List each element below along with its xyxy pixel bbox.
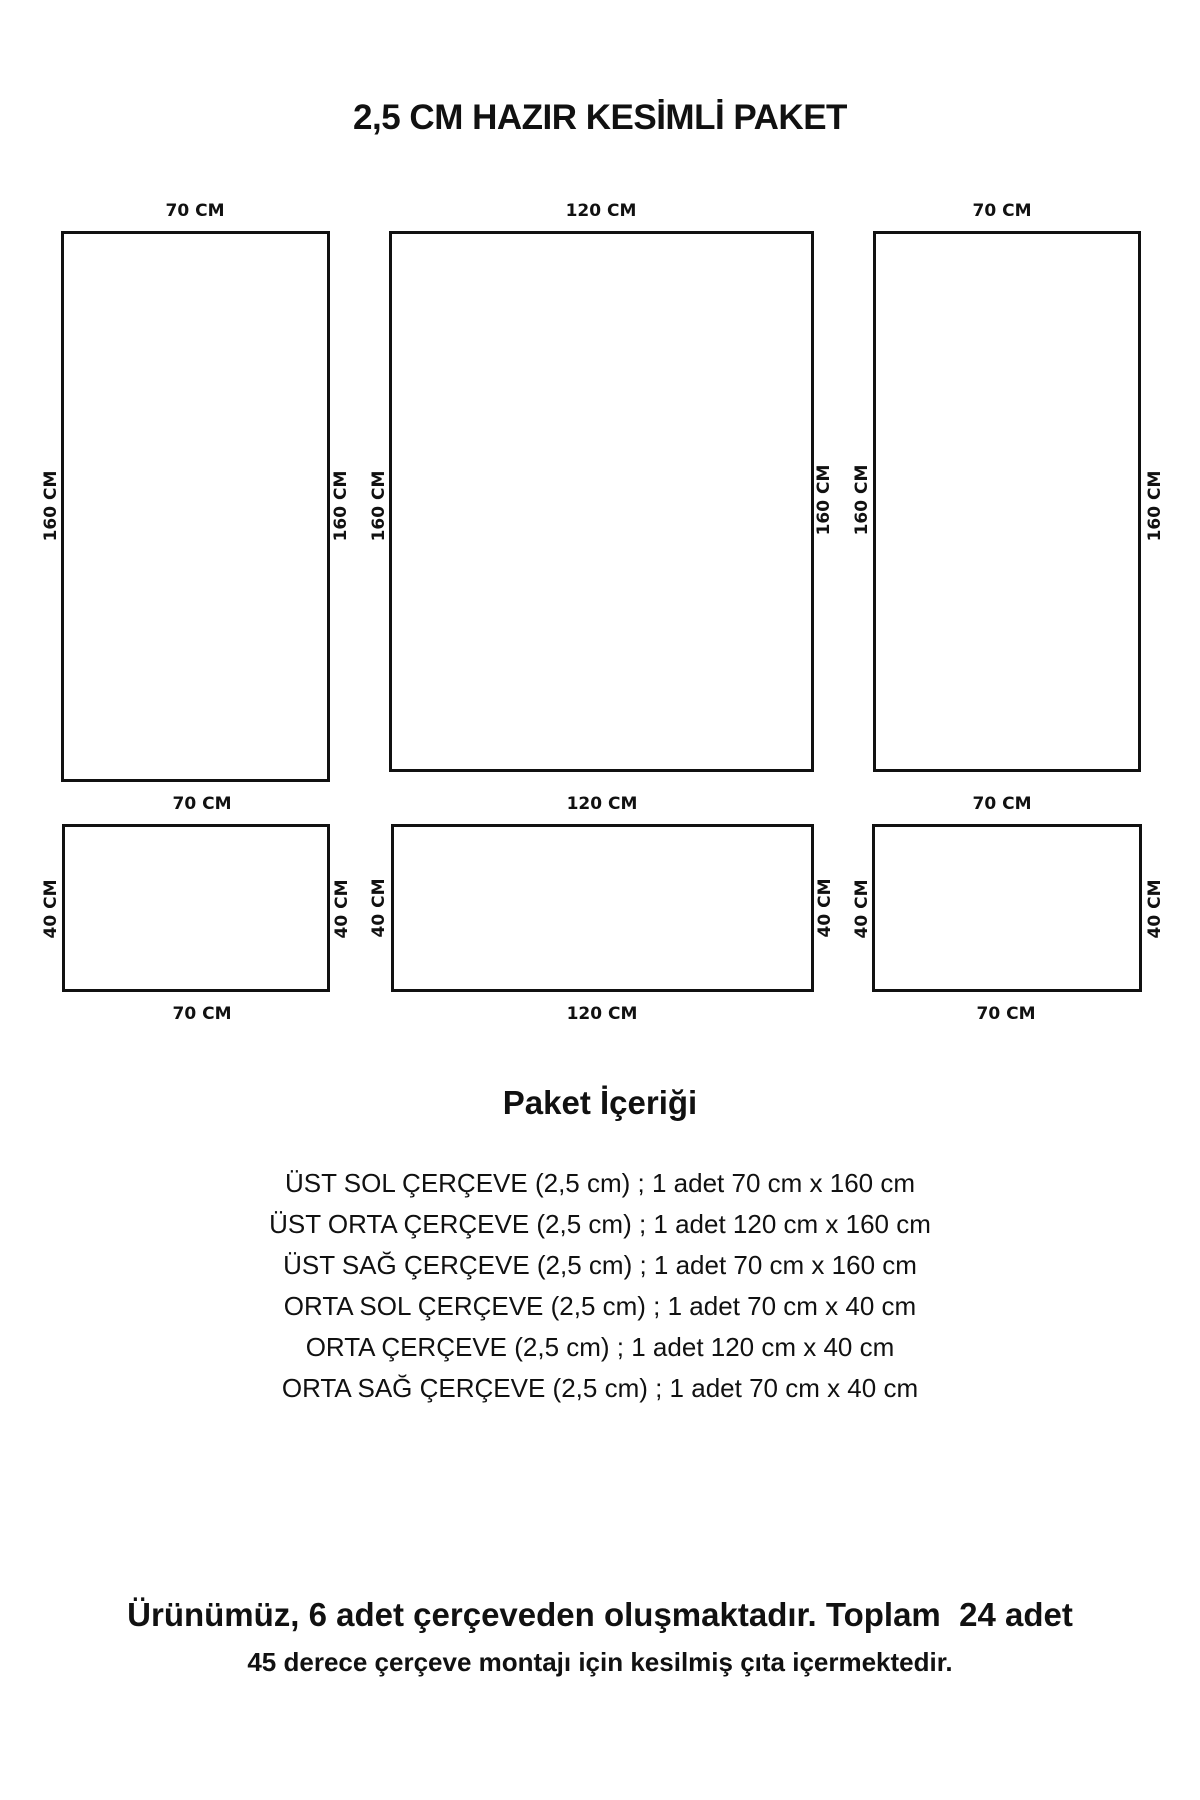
- frame-ust-sag: [873, 231, 1141, 772]
- ust-orta-bottom-width-label: 120 CM: [566, 794, 638, 814]
- orta-sag-left-height-label: 40 CM: [852, 879, 872, 939]
- orta-sol-bottom-width-label: 70 CM: [172, 1004, 232, 1024]
- ust-orta-top-width-label: 120 CM: [565, 201, 637, 221]
- ust-sag-right-height-label: 160 CM: [1145, 470, 1165, 542]
- orta-sag-right-height-label: 40 CM: [1145, 879, 1165, 939]
- ust-sag-top-width-label: 70 CM: [972, 201, 1032, 221]
- package-item: ÜST SAĞ ÇERÇEVE (2,5 cm) ; 1 adet 70 cm x 160 cm: [283, 1250, 917, 1280]
- package-item: ORTA ÇERÇEVE (2,5 cm) ; 1 adet 120 cm x 40 cm: [305, 1332, 895, 1362]
- frame-orta-sag: [872, 824, 1142, 992]
- ust-sag-left-height-label: 160 CM: [852, 464, 872, 536]
- package-contents-list: [0, 1163, 1200, 1409]
- footer-summary-line-2: 45 derece çerçeve montajı için kesilmiş çıta içermektedir.: [247, 1647, 953, 1677]
- page-title: 2,5 CM HAZIR KESİMLİ PAKET: [353, 98, 847, 137]
- frame-orta-sol: [62, 824, 330, 992]
- package-item: ÜST SOL ÇERÇEVE (2,5 cm) ; 1 adet 70 cm x 160 cm: [285, 1168, 915, 1198]
- frame-ust-sol: [61, 231, 330, 782]
- orta-sol-right-height-label: 40 CM: [332, 879, 352, 939]
- orta-sol-left-height-label: 40 CM: [41, 879, 61, 939]
- package-contents-title: Paket İçeriği: [502, 1084, 698, 1121]
- ust-sol-right-height-label: 160 CM: [331, 470, 351, 542]
- ust-sol-left-height-label: 160 CM: [41, 470, 61, 542]
- orta-bottom-width-label: 120 CM: [566, 1004, 638, 1024]
- package-item: ORTA SOL ÇERÇEVE (2,5 cm) ; 1 adet 70 cm x 40 cm: [283, 1291, 917, 1321]
- footer-summary-line-1: Ürünümüz, 6 adet çerçeveden oluşmaktadır. Toplam 24 adet: [127, 1596, 1073, 1633]
- ust-sol-top-width-label: 70 CM: [165, 201, 225, 221]
- ust-sol-bottom-width-label: 70 CM: [172, 794, 232, 814]
- package-item: ORTA SAĞ ÇERÇEVE (2,5 cm) ; 1 adet 70 cm x 40 cm: [281, 1373, 919, 1403]
- ust-orta-right-height-label: 160 CM: [814, 464, 834, 536]
- frame-ust-orta: [389, 231, 814, 772]
- orta-sag-bottom-width-label: 70 CM: [976, 1004, 1036, 1024]
- package-item: ÜST ORTA ÇERÇEVE (2,5 cm) ; 1 adet 120 cm x 160 cm: [269, 1209, 931, 1239]
- ust-sag-bottom-width-label: 70 CM: [972, 794, 1032, 814]
- ust-orta-left-height-label: 160 CM: [369, 470, 389, 542]
- frame-orta: [391, 824, 814, 992]
- orta-left-height-label: 40 CM: [369, 878, 389, 938]
- orta-right-height-label: 40 CM: [815, 878, 835, 938]
